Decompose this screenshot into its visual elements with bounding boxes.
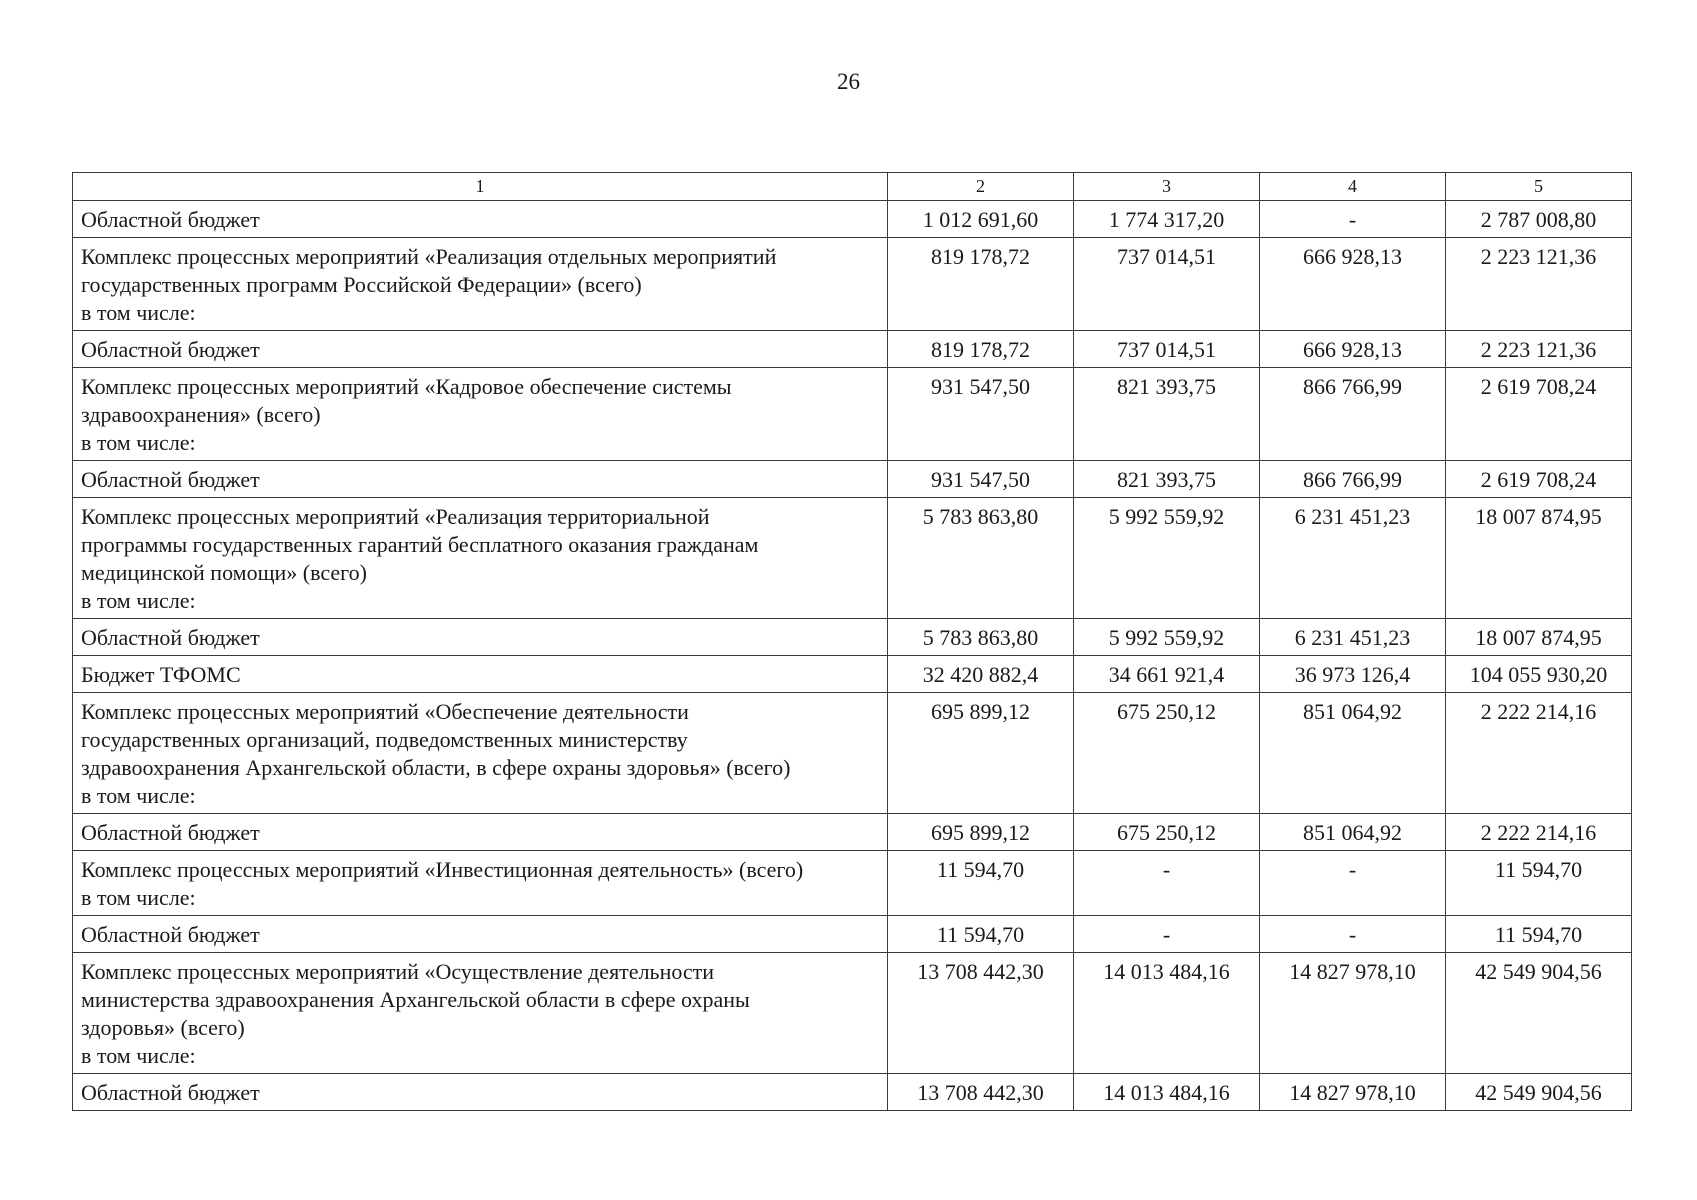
value-cell-col3: 5 992 559,92 (1074, 619, 1260, 656)
table-body (73, 201, 1632, 1111)
value-cell-col5: 18 007 874,95 (1446, 498, 1632, 619)
value-cell-col4: 666 928,13 (1260, 331, 1446, 368)
header-row (73, 173, 1632, 201)
value-cell-col3: 675 250,12 (1074, 693, 1260, 814)
row-name-cell (73, 331, 888, 368)
row-name-line: в том числе: (81, 588, 196, 613)
value-cell-col2: 13 708 442,30 (888, 953, 1074, 1074)
value-cell-col5: 2 787 008,80 (1446, 201, 1632, 238)
row-name-line: в том числе: (81, 885, 196, 910)
row-name-cell (73, 201, 888, 238)
column-header-5: 5 (1446, 173, 1632, 201)
value-cell-col2: 931 547,50 (888, 368, 1074, 461)
value-cell-col3: 737 014,51 (1074, 238, 1260, 331)
row-name-line: Областной бюджет (81, 820, 260, 845)
row-name-line: медицинской помощи» (всего) (81, 560, 367, 585)
row-name-cell (73, 368, 888, 461)
value-cell-col3: - (1074, 851, 1260, 916)
value-cell-col5: 11 594,70 (1446, 916, 1632, 953)
row-name-line: Комплекс процессных мероприятий «Реализация отдельных мероприятий (81, 244, 777, 269)
value-cell-col2: 695 899,12 (888, 693, 1074, 814)
row-name-line: Областной бюджет (81, 1080, 260, 1105)
value-cell-col3: - (1074, 916, 1260, 953)
value-cell-col2: 32 420 882,4 (888, 656, 1074, 693)
value-cell-col3: 34 661 921,4 (1074, 656, 1260, 693)
row-name-line: Бюджет ТФОМС (81, 662, 241, 687)
table-row (73, 461, 1632, 498)
value-cell-col5: 2 223 121,36 (1446, 238, 1632, 331)
value-cell-col3: 14 013 484,16 (1074, 1074, 1260, 1111)
value-cell-col3: 1 774 317,20 (1074, 201, 1260, 238)
table-row (73, 814, 1632, 851)
row-name-line: Областной бюджет (81, 922, 260, 947)
value-cell-col4: 6 231 451,23 (1260, 498, 1446, 619)
row-name-line: Комплекс процессных мероприятий «Осуществление деятельности (81, 959, 715, 984)
value-cell-col5: 42 549 904,56 (1446, 953, 1632, 1074)
row-name-line: в том числе: (81, 300, 196, 325)
table-row (73, 368, 1632, 461)
value-cell-col3: 5 992 559,92 (1074, 498, 1260, 619)
row-name-line: программы государственных гарантий бесплатного оказания гражданам (81, 532, 759, 557)
column-header-3: 3 (1074, 173, 1260, 201)
value-cell-col2: 819 178,72 (888, 331, 1074, 368)
value-cell-col4: 36 973 126,4 (1260, 656, 1446, 693)
budget-table (72, 172, 1632, 1111)
row-name-line: здравоохранения» (всего) (81, 402, 321, 427)
value-cell-col5: 104 055 930,20 (1446, 656, 1632, 693)
row-name-line: государственных организаций, подведомственных министерству (81, 727, 688, 752)
value-cell-col4: 851 064,92 (1260, 814, 1446, 851)
value-cell-col2: 5 783 863,80 (888, 498, 1074, 619)
row-name-line: Областной бюджет (81, 337, 260, 362)
value-cell-col3: 675 250,12 (1074, 814, 1260, 851)
value-cell-col2: 5 783 863,80 (888, 619, 1074, 656)
row-name-line: здравоохранения Архангельской области, в сфере охраны здоровья» (всего) (81, 755, 791, 780)
table-row (73, 916, 1632, 953)
column-header-4: 4 (1260, 173, 1446, 201)
value-cell-col4: 14 827 978,10 (1260, 1074, 1446, 1111)
value-cell-col5: 2 223 121,36 (1446, 331, 1632, 368)
table-header (73, 173, 1632, 201)
row-name-line: Областной бюджет (81, 625, 260, 650)
value-cell-col4: 666 928,13 (1260, 238, 1446, 331)
value-cell-col5: 2 222 214,16 (1446, 693, 1632, 814)
value-cell-col5: 2 222 214,16 (1446, 814, 1632, 851)
row-name-cell (73, 498, 888, 619)
value-cell-col5: 18 007 874,95 (1446, 619, 1632, 656)
row-name-line: в том числе: (81, 783, 196, 808)
row-name-line: Комплекс процессных мероприятий «Реализация территориальной (81, 504, 710, 529)
row-name-cell (73, 814, 888, 851)
value-cell-col2: 11 594,70 (888, 916, 1074, 953)
value-cell-col4: 851 064,92 (1260, 693, 1446, 814)
value-cell-col3: 14 013 484,16 (1074, 953, 1260, 1074)
table-row (73, 201, 1632, 238)
row-name-line: Областной бюджет (81, 467, 260, 492)
row-name-line: в том числе: (81, 430, 196, 455)
row-name-line: государственных программ Российской Федерации» (всего) (81, 272, 642, 297)
table-row (73, 331, 1632, 368)
value-cell-col5: 42 549 904,56 (1446, 1074, 1632, 1111)
value-cell-col2: 819 178,72 (888, 238, 1074, 331)
row-name-line: в том числе: (81, 1043, 196, 1068)
table-row (73, 1074, 1632, 1111)
value-cell-col3: 737 014,51 (1074, 331, 1260, 368)
row-name-cell (73, 238, 888, 331)
value-cell-col2: 931 547,50 (888, 461, 1074, 498)
value-cell-col4: 866 766,99 (1260, 461, 1446, 498)
value-cell-col5: 2 619 708,24 (1446, 461, 1632, 498)
row-name-cell (73, 656, 888, 693)
row-name-cell (73, 1074, 888, 1111)
row-name-line: здоровья» (всего) (81, 1015, 245, 1040)
value-cell-col5: 2 619 708,24 (1446, 368, 1632, 461)
value-cell-col5: 11 594,70 (1446, 851, 1632, 916)
row-name-line: Комплекс процессных мероприятий «Кадровое обеспечение системы (81, 374, 732, 399)
value-cell-col2: 13 708 442,30 (888, 1074, 1074, 1111)
row-name-cell (73, 619, 888, 656)
value-cell-col3: 821 393,75 (1074, 368, 1260, 461)
table-row (73, 693, 1632, 814)
value-cell-col4: - (1260, 851, 1446, 916)
value-cell-col2: 695 899,12 (888, 814, 1074, 851)
table-row (73, 498, 1632, 619)
table-row (73, 656, 1632, 693)
table-row (73, 619, 1632, 656)
row-name-cell (73, 693, 888, 814)
column-header-1: 1 (73, 173, 888, 201)
value-cell-col2: 11 594,70 (888, 851, 1074, 916)
row-name-cell (73, 851, 888, 916)
value-cell-col3: 821 393,75 (1074, 461, 1260, 498)
row-name-line: министерства здравоохранения Архангельской области в сфере охраны (81, 987, 750, 1012)
row-name-line: Комплекс процессных мероприятий «Инвестиционная деятельность» (всего) (81, 857, 804, 882)
row-name-cell (73, 461, 888, 498)
value-cell-col2: 1 012 691,60 (888, 201, 1074, 238)
value-cell-col4: - (1260, 201, 1446, 238)
table-row (73, 851, 1632, 916)
value-cell-col4: 6 231 451,23 (1260, 619, 1446, 656)
page-number: 26 (837, 69, 860, 94)
table-row (73, 953, 1632, 1074)
table-row (73, 238, 1632, 331)
row-name-line: Комплекс процессных мероприятий «Обеспечение деятельности (81, 699, 689, 724)
value-cell-col4: 14 827 978,10 (1260, 953, 1446, 1074)
row-name-cell (73, 953, 888, 1074)
value-cell-col4: - (1260, 916, 1446, 953)
row-name-cell (73, 916, 888, 953)
row-name-line: Областной бюджет (81, 207, 260, 232)
value-cell-col4: 866 766,99 (1260, 368, 1446, 461)
column-header-2: 2 (888, 173, 1074, 201)
